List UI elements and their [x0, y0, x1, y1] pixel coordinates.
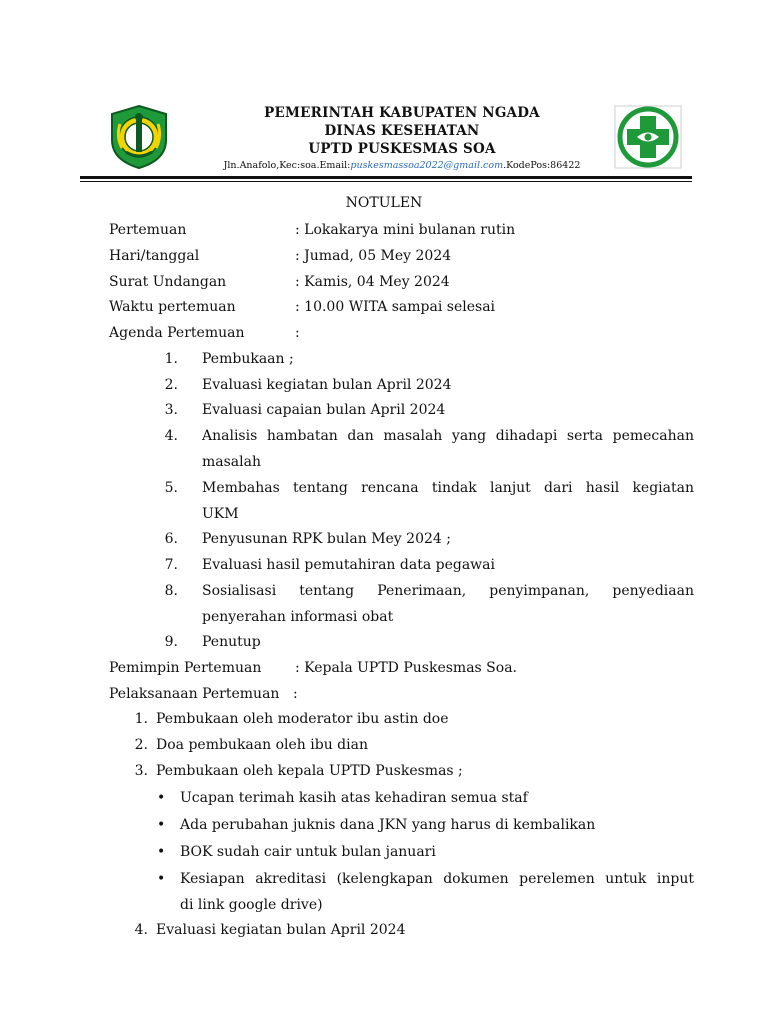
field-value-agenda: :	[295, 325, 300, 341]
agenda-item-continuation: masalah	[202, 454, 261, 470]
bullet-item: Kesiapan akreditasi (kelengkapan dokumen perelemen untuk input	[180, 871, 694, 887]
agenda-item: Analisis hambatan dan masalah yang dihadapi serta pemecahan	[202, 428, 694, 444]
step-number: 3.	[134, 763, 148, 779]
field-label-pertemuan: Pertemuan	[109, 222, 187, 238]
letterhead-rule-thin	[80, 181, 692, 182]
field-label-pemimpin: Pemimpin Pertemuan	[109, 660, 262, 676]
letterhead	[180, 104, 624, 173]
field-label-agenda: Agenda Pertemuan	[109, 325, 245, 341]
step-item: Doa pembukaan oleh ibu dian	[156, 737, 368, 753]
field-label-waktu: Waktu pertemuan	[109, 299, 236, 315]
agenda-number: 5.	[164, 480, 178, 496]
bullet-item: Ucapan terimah kasih atas kehadiran semua staf	[180, 790, 528, 806]
agenda-item: Membahas tentang rencana tindak lanjut dari hasil kegiatan	[202, 480, 694, 496]
letterhead-line-2: DINAS KESEHATAN	[324, 123, 480, 139]
field-label-hari-tanggal: Hari/tanggal	[109, 248, 200, 264]
field-value-pelaksanaan: :	[293, 686, 298, 702]
agenda-number: 3.	[164, 402, 178, 418]
agenda-item-continuation: UKM	[202, 506, 239, 522]
step-number: 4.	[134, 922, 148, 938]
letterhead-rule-thick	[80, 176, 692, 179]
letterhead-line-1: PEMERINTAH KABUPATEN NGADA	[264, 105, 540, 121]
field-label-surat-undangan: Surat Undangan	[109, 274, 227, 290]
agenda-item: Evaluasi hasil pemutahiran data pegawai	[202, 557, 495, 573]
agenda-item: Penyusunan RPK bulan Mey 2024 ;	[202, 531, 451, 547]
field-value-pemimpin: : Kepala UPTD Puskesmas Soa.	[295, 660, 517, 676]
agenda-item-continuation: penyerahan informasi obat	[202, 609, 394, 625]
field-value-waktu: : 10.00 WITA sampai selesai	[295, 299, 496, 315]
bullet-icon: •	[157, 844, 166, 860]
field-value-surat-undangan: : Kamis, 04 Mey 2024	[295, 274, 450, 290]
bullet-icon: •	[157, 871, 166, 887]
step-number: 1.	[134, 711, 148, 727]
ngada-regency-emblem-icon	[106, 104, 172, 170]
agenda-number: 6.	[164, 531, 178, 547]
email-link[interactable]: puskesmassoa2022@gmail.com	[350, 160, 504, 171]
step-number: 2.	[134, 737, 148, 753]
agenda-item: Evaluasi capaian bulan April 2024	[202, 402, 446, 418]
agenda-item: Sosialisasi tentang Penerimaan, penyimpanan, penyediaan	[202, 583, 694, 599]
bullet-item: Ada perubahan juknis dana JKN yang harus di kembalikan	[180, 817, 596, 833]
document-title: NOTULEN	[345, 195, 423, 211]
field-label-pelaksanaan: Pelaksanaan Pertemuan	[109, 686, 280, 702]
bullet-item-continuation: di link google drive)	[180, 897, 323, 913]
step-item: Evaluasi kegiatan bulan April 2024	[156, 922, 406, 938]
agenda-number: 2.	[164, 377, 178, 393]
letterhead-line-3: UPTD PUSKESMAS SOA	[308, 141, 496, 157]
bullet-icon: •	[157, 790, 166, 806]
agenda-number: 1.	[164, 351, 178, 367]
bullet-item: BOK sudah cair untuk bulan januari	[180, 844, 436, 860]
agenda-item: Penutup	[202, 634, 261, 650]
letterhead-address	[180, 159, 624, 173]
agenda-number: 9.	[164, 634, 178, 650]
agenda-number: 7.	[164, 557, 178, 573]
agenda-item: Pembukaan ;	[202, 351, 294, 367]
agenda-number: 4.	[164, 428, 178, 444]
agenda-item: Evaluasi kegiatan bulan April 2024	[202, 377, 452, 393]
address-suffix: .KodePos:86422	[503, 160, 581, 171]
field-value-pertemuan: : Lokakarya mini bulanan rutin	[295, 222, 516, 238]
step-item: Pembukaan oleh kepala UPTD Puskesmas ;	[156, 763, 463, 779]
step-item: Pembukaan oleh moderator ibu astin doe	[156, 711, 449, 727]
field-value-hari-tanggal: : Jumad, 05 Mey 2024	[295, 248, 452, 264]
bullet-icon: •	[157, 817, 166, 833]
puskesmas-cross-logo-icon	[613, 104, 683, 170]
agenda-number: 8.	[164, 583, 178, 599]
address-prefix: Jln.Anafolo,Kec:soa.Email:	[223, 160, 351, 171]
